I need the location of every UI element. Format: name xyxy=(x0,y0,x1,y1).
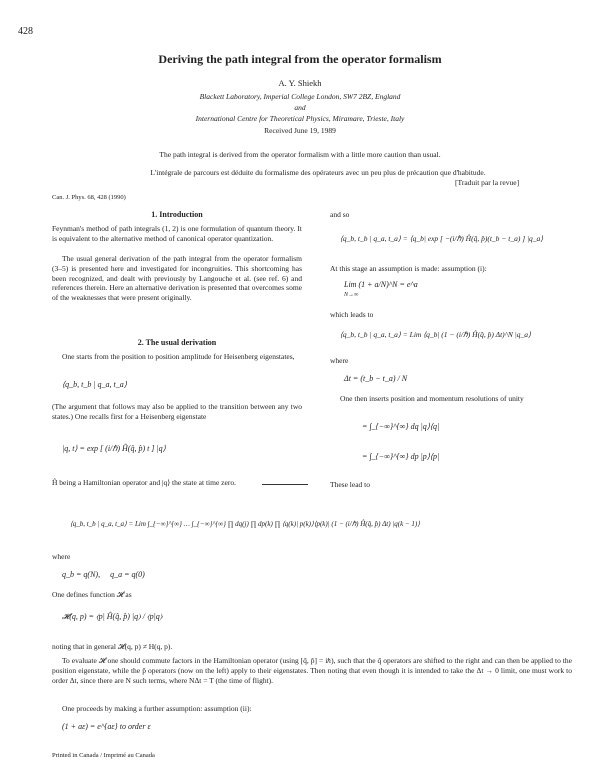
path-integral-equation: ⟨q_b, t_b | q_a, t_a⟩ = Lim ∫_{−∞}^{∞} … ∫_{−∞}^{∞} ∏ dq(j) ∏ dp(k) ∏ ⟨q(k)| p(k)⟩⟨p(k)| (1 − (i/ℏ) Ĥ(q̂, p̂) Δt) |q(k − 1)⟩ xyxy=(70,520,420,528)
exponential-amplitude-equation: ⟨q_b, t_b | q_a, t_a⟩ = ⟨q_b| exp [ −(i/ℏ) Ĥ(q̂, p̂)(t_b − t_a) ] |q_a⟩ xyxy=(340,234,544,243)
column-rule-left xyxy=(262,484,308,485)
page-number: 428 xyxy=(18,26,33,37)
received-date: Received June 19, 1989 xyxy=(264,126,336,135)
one-defines-text: One defines function 𝓗 as xyxy=(52,590,132,599)
where-text-right: where xyxy=(330,356,349,365)
limit-amplitude-equation: ⟨q_b, t_b | q_a, t_a⟩ = Lim ⟨q_b| (1 − (i/ℏ) Ĥ(q̂, p̂) Δt)^N |q_a⟩ xyxy=(340,330,531,339)
translator-note: [Traduit par la revue] xyxy=(455,178,520,187)
limit-assumption-equation: Lim (1 + a/N)^N = e^a xyxy=(344,280,418,289)
position-resolution-equation: = ∫_{−∞}^{∞} dq |q⟩⟨q| xyxy=(362,422,440,431)
limit-subscript: N→∞ xyxy=(344,292,359,298)
usual-paragraph-3: Ĥ being a Hamiltonian operator and |q⟩ the state at time zero. xyxy=(52,478,236,487)
resume: L'intégrale de parcours est déduite du formalisme des opérateurs avec un peu plus de précaution que d'habitude. xyxy=(150,168,486,177)
intro-heading: 1. Introduction xyxy=(151,210,203,219)
affiliation-and: and xyxy=(294,103,306,112)
endpoints-equation: q_b = q(N), q_a = q(0) xyxy=(62,570,145,579)
intro-paragraph-2: The usual general derivation of the path integral from the operator formalism (3–5) is presented here and investigated for incongruities. This shortcoming has been recognized, and dealt with previously by Langouche et al. (see ref. 6) and references therein. Here an alternative derivation is presented that overcomes some of the weaknesses that were present originally. xyxy=(52,254,302,303)
assumption-ii-equation: (1 + aε) = e^{aε} to order ε xyxy=(62,722,151,731)
intro-paragraph-1: Feynman's method of path integrals (1, 2) is one formulation of quantum theory. It is equivalent to the alternative method of canonical operator quantization. xyxy=(52,224,302,243)
delta-t-equation: Δt = (t_b − t_a) / N xyxy=(344,374,408,383)
affiliation-2: International Centre for Theoretical Physics, Miramare, Trieste, Italy xyxy=(195,114,405,123)
paper-title: Deriving the path integral from the operator formalism xyxy=(158,52,442,66)
where-text-full: where xyxy=(52,552,71,561)
leads-to-text: which leads to xyxy=(330,310,374,319)
these-lead-to-text: These lead to xyxy=(330,480,370,489)
hamiltonian-function-definition: 𝓗(q, p) = ⟨p| Ĥ(q̂, p̂) |q⟩ / ⟨p|q⟩ xyxy=(62,612,163,621)
noting-text: noting that in general 𝓗(q, p) ≠ H(q, p). xyxy=(52,642,173,651)
abstract: The path integral is derived from the operator formalism with a little more caution than usual. xyxy=(159,150,441,159)
print-footer: Printed in Canada / Imprimé au Canada xyxy=(52,752,155,759)
and-so-text: and so xyxy=(330,210,350,219)
assumption-ii-text: One proceeds by making a further assumption: assumption (ii): xyxy=(62,704,252,713)
momentum-resolution-equation: = ∫_{−∞}^{∞} dp |p⟩⟨p| xyxy=(362,452,440,461)
amplitude-equation: ⟨q_b, t_b | q_a, t_a⟩ xyxy=(62,380,127,389)
inserts-resolutions-text: One then inserts position and momentum resolutions of unity xyxy=(340,394,524,403)
assumption-i-text: At this stage an assumption is made: assumption (i): xyxy=(330,264,487,273)
journal-reference: Can. J. Phys. 68, 428 (1990) xyxy=(52,194,126,201)
author: A. Y. Shiekh xyxy=(278,78,322,88)
evaluate-paragraph: To evaluate 𝓗 one should commute factors in the Hamiltonian operator (using [q̂, p̂] = iℏ), such that the q̂ operators are shifted to the right and can then be applied to the position eigenstate, while the p̂ operators (now on the left) apply to their eigenstates. Then noting that even though it is intended to take the Δt → 0 limit, one must work to order Δt, since there are N such terms, where NΔt = T (the time of flight). xyxy=(52,656,572,685)
affiliation-1: Blackett Laboratory, Imperial College London, SW7 2BZ, England xyxy=(199,92,401,101)
usual-paragraph-1: One starts from the position to position amplitude for Heisenberg eigenstates, xyxy=(62,352,295,361)
usual-paragraph-2: (The argument that follows may also be applied to the transition between any two states.) One recalls first for a Heisenberg eigenstate xyxy=(52,402,302,421)
usual-derivation-heading: 2. The usual derivation xyxy=(137,338,217,347)
heisenberg-state-equation: |q, t⟩ = exp [ (i/ℏ) Ĥ(q̂, p̂) t ] |q⟩ xyxy=(62,444,166,453)
